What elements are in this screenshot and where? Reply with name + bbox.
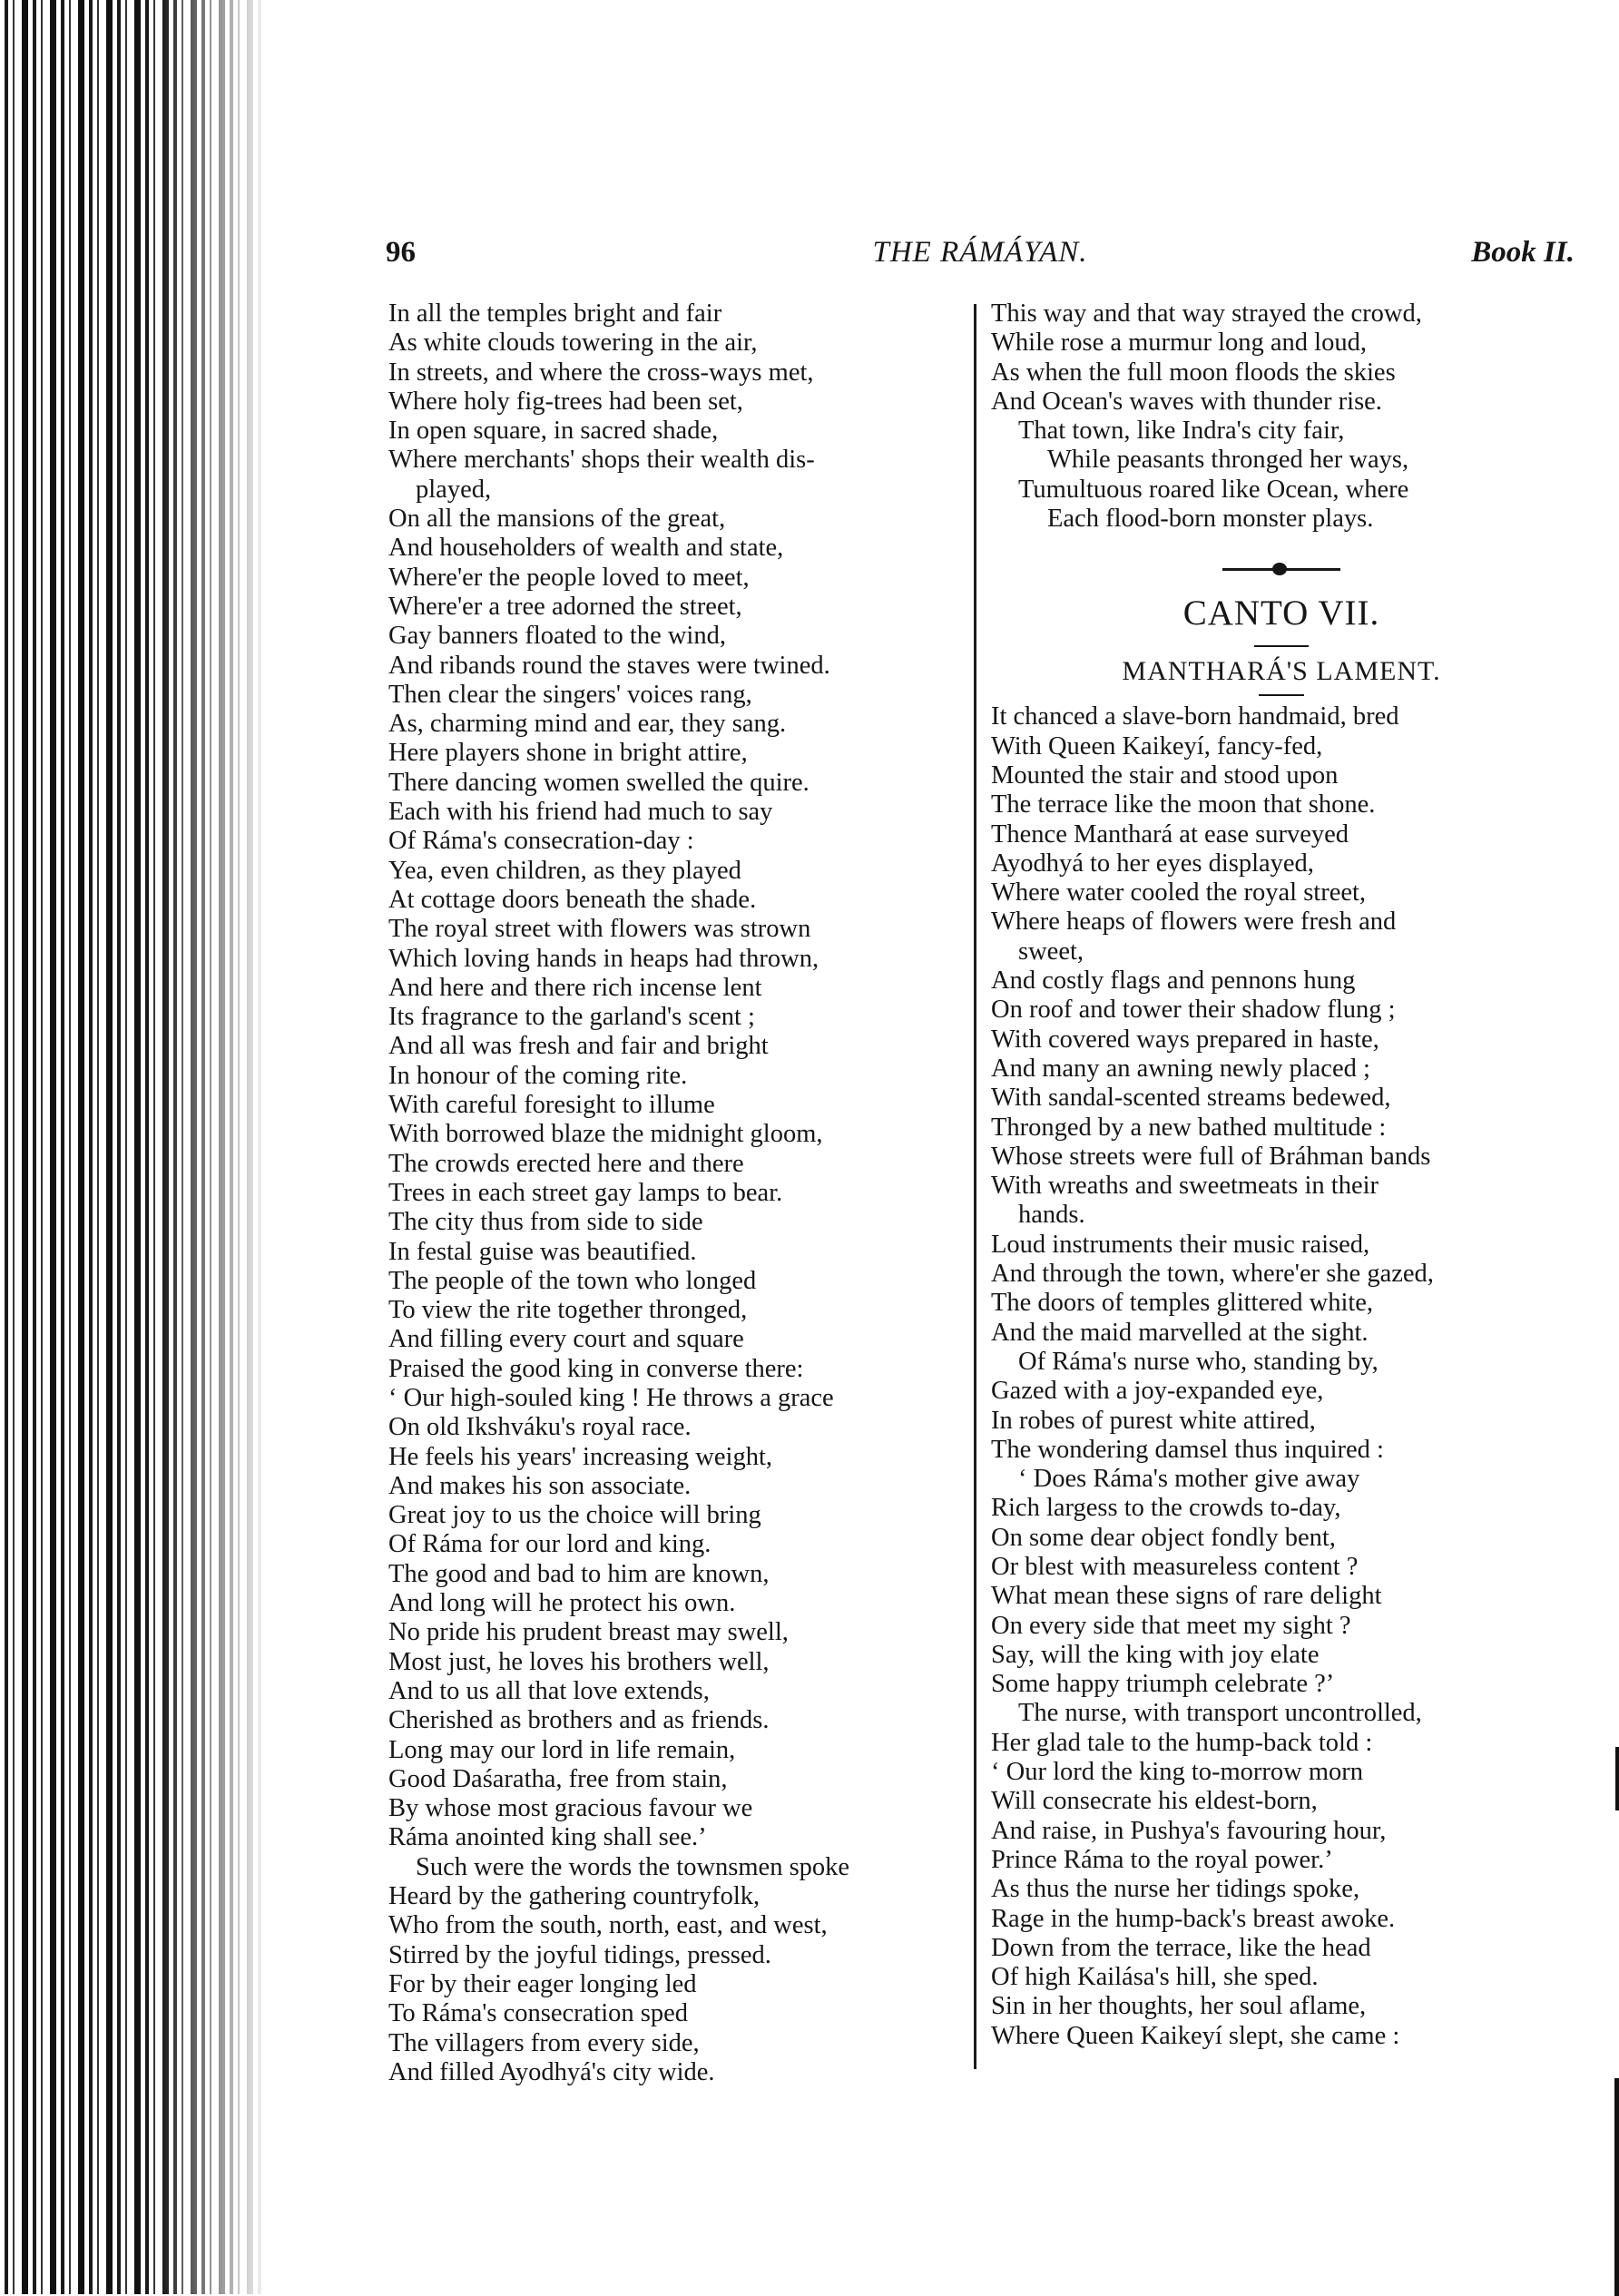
canto-title: CANTO VII. [1182, 594, 1380, 633]
verse-line: To view the rite together thronged, [388, 1296, 748, 1325]
running-title: THE RÁMÁYAN. [872, 236, 1088, 269]
verse-line: Great joy to us the choice will bring [388, 1501, 761, 1530]
canto-heading [991, 534, 1572, 702]
verse-line: Prince Ráma to the royal power.’ [991, 1845, 1333, 1874]
verse-line: With sandal-scented streams bedewed, [991, 1084, 1391, 1113]
verse-line: In streets, and where the cross-ways met, [388, 358, 814, 387]
verse-line: And makes his son associate. [388, 1471, 692, 1500]
verse-line: Some happy triumph celebrate ?’ [991, 1670, 1335, 1699]
book-label: Book II. [1471, 236, 1575, 269]
verse-line: And filled Ayodhyá's city wide. [388, 2057, 715, 2086]
canto-subtitle: MANTHARÁ'S LAMENT. [1122, 656, 1441, 687]
verse-line: As thus the nurse her tidings spoke, [991, 1875, 1360, 1904]
verse-line: played, [416, 475, 492, 504]
verse-line: Say, will the king with joy elate [991, 1640, 1320, 1669]
column-divider [974, 304, 976, 2069]
verse-line: And Ocean's waves with thunder rise. [991, 387, 1382, 416]
verse-line: It chanced a slave-born handmaid, bred [991, 702, 1399, 731]
verse-line: Where holy fig-trees had been set, [388, 387, 743, 416]
page-number: 96 [386, 236, 416, 269]
verse-line: With Queen Kaikeyí, fancy-fed, [991, 731, 1323, 760]
verse-line: The villagers from every side, [388, 2028, 700, 2057]
left-column [388, 299, 965, 2087]
verse-line: ‘ Does Ráma's mother give away [1018, 1465, 1360, 1494]
verse-line: Where water cooled the royal street, [991, 878, 1367, 908]
verse-line: With careful foresight to illume [388, 1091, 715, 1120]
verse-line: Most just, he loves his brothers well, [388, 1647, 770, 1676]
verse-line: Of Ráma for our lord and king. [388, 1530, 711, 1559]
verse-line: Then clear the singers' voices rang, [388, 680, 752, 709]
canto-verses [991, 702, 1572, 2051]
verse-line: The wondering damsel thus inquired : [991, 1435, 1384, 1464]
verse-line: ‘ Our lord the king to-morrow morn [991, 1758, 1364, 1787]
verse-line: And costly flags and pennons hung [991, 966, 1356, 996]
verse-line: As white clouds towering in the air, [388, 329, 758, 358]
verse-line: The doors of temples glittered white, [991, 1289, 1374, 1318]
verse-line: Stirred by the joyful tidings, pressed. [388, 1940, 771, 1969]
verse-line: As, charming mind and ear, they sang. [388, 710, 787, 739]
verse-line: For by their eager longing led [388, 1969, 697, 1998]
right-column-verses [991, 299, 1572, 534]
running-header [386, 236, 1575, 281]
verse-line: Ráma anointed king shall see.’ [388, 1823, 707, 1852]
right-edge-mark-lower [1614, 2078, 1619, 2296]
verse-line: Or blest with measureless content ? [991, 1552, 1359, 1581]
verse-line: On some dear object fondly bent, [991, 1523, 1336, 1552]
verse-line: With borrowed blaze the midnight gloom, [388, 1120, 823, 1149]
right-column [991, 299, 1572, 2051]
verse-line: And raise, in Pushya's favouring hour, [991, 1816, 1387, 1845]
verse-line: Will consecrate his eldest-born, [991, 1787, 1318, 1816]
verse-line: In honour of the coming rite. [388, 1061, 688, 1090]
verse-line: hands. [1018, 1201, 1085, 1230]
verse-line: And many an awning newly placed ; [991, 1054, 1370, 1083]
verse-line: And through the town, where'er she gazed, [991, 1260, 1434, 1289]
verse-line: With covered ways prepared in haste, [991, 1025, 1379, 1054]
verse-line: Here players shone in bright attire, [388, 739, 748, 768]
verse-line: By whose most gracious favour we [388, 1794, 753, 1823]
verse-line: As when the full moon floods the skies [991, 358, 1396, 387]
verse-line: Of high Kailása's hill, she sped. [991, 1963, 1319, 1992]
verse-line: Its fragrance to the garland's scent ; [388, 1003, 755, 1032]
verse-line: ‘ Our high-souled king ! He throws a grace [388, 1383, 834, 1412]
verse-line: Gay banners floated to the wind, [388, 622, 726, 651]
short-rule [991, 690, 1572, 702]
verse-line: While rose a murmur long and loud, [991, 329, 1367, 358]
verse-line: Tumultuous roared like Ocean, where [1018, 475, 1409, 504]
verse-line: Each with his friend had much to say [388, 798, 773, 827]
verse-line: Where heaps of flowers were fresh and [991, 908, 1397, 937]
verse-line: There dancing women swelled the quire. [388, 768, 810, 797]
verse-line: Of Ráma's consecration-day : [388, 827, 694, 856]
verse-line: Whose streets were full of Bráhman bands [991, 1142, 1431, 1171]
verse-line: The people of the town who longed [388, 1266, 757, 1295]
book-binding-edge [0, 0, 263, 2294]
verse-line: Good Daśaratha, free from stain, [388, 1764, 728, 1793]
right-edge-mark [1615, 1747, 1619, 1810]
verse-line: Thronged by a new bathed multitude : [991, 1113, 1387, 1142]
verse-line: And all was fresh and fair and bright [388, 1032, 769, 1061]
verse-line: Gazed with a joy-expanded eye, [991, 1377, 1324, 1406]
verse-line: The terrace like the moon that shone. [991, 790, 1376, 819]
verse-line: Loud instruments their music raised, [991, 1230, 1370, 1259]
ornament-rule [991, 534, 1572, 586]
verse-line: And filling every court and square [388, 1325, 744, 1354]
verse-line: In robes of purest white attired, [991, 1406, 1316, 1435]
verse-line: That town, like Indra's city fair, [1018, 417, 1345, 446]
verse-line: And long will he protect his own. [388, 1589, 736, 1618]
verse-line: Long may our lord in life remain, [388, 1735, 736, 1764]
verse-line: Where'er the people loved to meet, [388, 563, 750, 592]
verse-line: On old Ikshváku's royal race. [388, 1413, 692, 1442]
verse-line: To Ráma's consecration sped [388, 1999, 689, 2028]
verse-line: Sin in her thoughts, her soul aflame, [991, 1992, 1367, 2021]
verse-line: And here and there rich incense lent [388, 973, 762, 1002]
verse-line: Where merchants' shops their wealth dis- [388, 446, 815, 475]
verse-line: Trees in each street gay lamps to bear. [388, 1178, 783, 1207]
verse-line: Ayodhyá to her eyes displayed, [991, 849, 1314, 878]
verse-line: Where'er a tree adorned the street, [388, 592, 742, 621]
verse-line: And to us all that love extends, [388, 1676, 710, 1705]
verse-line: On roof and tower their shadow flung ; [991, 996, 1396, 1025]
verse-line: Mounted the stair and stood upon [991, 760, 1339, 790]
verse-line: Where Queen Kaikeyí slept, she came : [991, 2021, 1400, 2050]
verse-line: In open square, in sacred shade, [388, 417, 719, 446]
verse-line: In festal guise was beautified. [388, 1237, 697, 1266]
verse-line: Cherished as brothers and as friends. [388, 1706, 770, 1735]
verse-line: And householders of wealth and state, [388, 534, 784, 563]
verse-line: Thence Manthará at ease surveyed [991, 819, 1349, 849]
verse-line: On all the mansions of the great, [388, 505, 726, 534]
verse-line: sweet, [1018, 937, 1084, 966]
verse-line: Heard by the gathering countryfolk, [388, 1882, 760, 1911]
verse-line: Rage in the hump-back's breast awoke. [991, 1904, 1396, 1933]
verse-line: Each flood-born monster plays. [1047, 505, 1374, 534]
verse-line: Who from the south, north, east, and west, [388, 1911, 828, 1940]
verse-line: At cottage doors beneath the shade. [388, 885, 757, 914]
verse-line: Praised the good king in converse there: [388, 1354, 804, 1383]
verse-line: And ribands round the staves were twined. [388, 651, 830, 680]
verse-line: In all the temples bright and fair [388, 299, 722, 328]
verse-line: With wreaths and sweetmeats in their [991, 1172, 1379, 1201]
verse-line: Her glad tale to the hump-back told : [991, 1728, 1373, 1757]
verse-line: He feels his years' increasing weight, [388, 1442, 772, 1471]
verse-line: And the maid marvelled at the sight. [991, 1318, 1369, 1347]
verse-line: Rich largess to the crowds to-day, [991, 1494, 1341, 1523]
verse-line: While peasants thronged her ways, [1047, 446, 1409, 475]
verse-line: Down from the terrace, like the head [991, 1933, 1371, 1962]
verse-line: Yea, even children, as they played [388, 856, 741, 885]
verse-line: The good and bad to him are known, [388, 1559, 770, 1588]
verse-line: Which loving hands in heaps had thrown, [388, 944, 819, 973]
verse-line: The city thus from side to side [388, 1208, 703, 1237]
verse-line: The nurse, with transport uncontrolled, [1018, 1699, 1422, 1728]
verse-line: Such were the words the townsmen spoke [416, 1852, 850, 1881]
verse-line: The royal street with flowers was strown [388, 915, 811, 944]
short-rule [991, 641, 1572, 653]
verse-line: The crowds erected here and there [388, 1149, 744, 1178]
verse-line: This way and that way strayed the crowd, [991, 299, 1422, 328]
verse-line: On every side that meet my sight ? [991, 1611, 1351, 1640]
verse-line: Of Ráma's nurse who, standing by, [1018, 1347, 1379, 1376]
verse-line: What mean these signs of rare delight [991, 1582, 1382, 1611]
verse-line: No pride his prudent breast may swell, [388, 1618, 789, 1647]
